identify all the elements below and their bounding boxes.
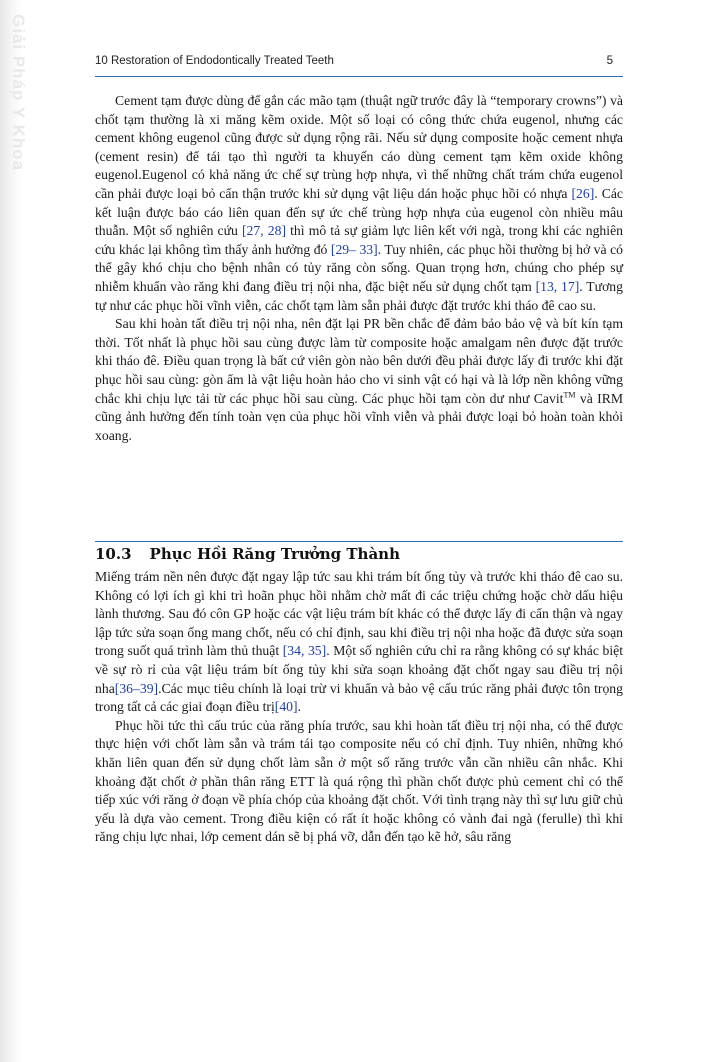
text-run: Sau khi hoàn tất điều trị nội nha, nên đặt lại PR bền chắc để đảm bảo bảo vệ và bít kín tạm thời. Tốt nhất là phục hồi sau cùng được làm từ composite hoặc amalgam nên được đặt trước khi tháo đê. Điều quan trọng là bất cứ viên gòn nào bên dưới đều phải được lấy đi trước khi đặt phục hồi sau cùng: gòn ẩm là vật liệu hoàn hảo cho vi sinh vật có hại và là lớp nền không vững chắc khi chịu lực tải từ các phục hồi sau cùng. Các phục hồi tạm còn dư như Cavit bbox=[95, 316, 623, 406]
reference-link[interactable]: [27, 28] bbox=[241, 223, 287, 239]
trademark-superscript: TM bbox=[563, 389, 576, 399]
paragraph-anterior-restoration bbox=[95, 717, 623, 847]
section-rule bbox=[95, 541, 623, 542]
paragraph-core-filling bbox=[95, 568, 623, 717]
text-run: .Các mục tiêu chính là loại trừ vi khuẩn và bảo vệ cấu trúc răng phải được tôn trọng trong tất cả các giai đoạn điều trị bbox=[95, 680, 623, 715]
reference-link[interactable]: [34, 35] bbox=[282, 643, 327, 659]
text-run: . Các kết luận được báo cáo liên quan đến sự ức chế trùng hợp nhựa của eugenol còn nhiều mâu thuẫn. Một số nghiên cứu bbox=[95, 185, 624, 239]
page-number: 5 bbox=[606, 55, 613, 67]
text-run: . Một số nghiên cứu chỉ ra rằng không có sự khác biệt về sự rò rỉ của vật liệu trám bít ống tủy khi sửa soạn khoảng đặt chốt ngay sau điều trị nội nha bbox=[95, 643, 624, 696]
body-text-top bbox=[95, 92, 623, 445]
text-run: Miếng trám nền nên được đặt ngay lập tức sau khi trám bít ống tủy và trước khi tháo đê cao su. Không có lợi ích gì khi trì hoãn phục hồi nhằm chờ mất đi các triệu chứng hoặc chờ dấu hiệu lành thương. Sau đó côn GP hoặc các vật liệu trám bít khác có thể được lấy đi cẩn thận và ngay lập tức sửa soạn ống mang chốt, nếu có chỉ định, sau khi điều trị nội nha hoặc đã được sửa soạn trong suốt quá trình làm thủ thuật bbox=[95, 569, 623, 659]
text-run: . Tương tự như các phục hồi vĩnh viễn, các chốt tạm làm sẵn phải được đặt trước khi tháo đê cao su. bbox=[95, 278, 623, 313]
side-watermark: Giải Pháp Y Khoa bbox=[9, 14, 28, 172]
text-run: Phục hồi tức thì cấu trúc của răng phía trước, sau khi hoàn tất điều trị nội nha, có thể được thực hiện với chốt làm sẵn và trám tái tạo composite nếu có chỉ định. Tuy nhiên, những khó khăn liên quan đến sử dụng chốt làm sẵn ở một số răng trước vẫn cần nhiều cân nhắc. Khi khoảng đặt chốt ở phần thân răng ETT là quá rộng thì phần chốt được phủ cement chỉ có thể tiếp xúc với răng ở đoạn về phía chóp của khoảng đặt chốt. Với tình trạng này thì sự lưu giữ chủ yếu là dựa vào cement. Trong điều kiện có rất ít hoặc không có vành đai ngà (ferulle) thì khi răng chịu lực nhai, lớp cement dán sẽ bị phá vỡ, dẫn đến tạo kẽ hở, sâu răng bbox=[95, 717, 623, 845]
reference-link[interactable]: [29– 33] bbox=[330, 241, 378, 257]
text-run: . Tuy nhiên, các phục hồi thường bị hở và có thể gây khó chịu cho bệnh nhân có tủy răng còn sống. Quan trọng hơn, chúng cho phép sự nhiễm khuẩn vào răng khi đang điều trị nội nha, đặc biệt nếu sử dụng chốt tạm bbox=[95, 241, 624, 294]
paragraph-after-endo bbox=[95, 315, 623, 445]
reference-link[interactable]: [26] bbox=[571, 185, 595, 201]
section-heading bbox=[95, 545, 623, 563]
text-run: thì mô tả sự giảm lực liên kết với ngà, trong khi các nghiên cứu khác lại không tìm thấy ảnh hưởng đó bbox=[95, 223, 623, 257]
reference-link[interactable]: [36–39] bbox=[114, 680, 159, 696]
body-text-section bbox=[95, 568, 623, 847]
text-run: và IRM cũng ảnh hưởng đến tính toàn vẹn của phục hồi vĩnh viễn và phải được loại bỏ hoàn toàn khỏi xoang. bbox=[95, 390, 624, 443]
section-number: 10.3 bbox=[95, 545, 132, 563]
running-title: 10 Restoration of Endodontically Treated Teeth bbox=[95, 55, 334, 67]
text-run: . bbox=[297, 699, 301, 715]
section-title: Phục Hồi Răng Trưởng Thành bbox=[149, 545, 400, 563]
reference-link[interactable]: [13, 17] bbox=[535, 278, 580, 294]
running-header bbox=[95, 55, 623, 75]
text-run: Cement tạm được dùng để gắn các mão tạm (thuật ngữ trước đây là “temporary crowns”) và chốt tạm thường là xi măng kẽm oxide. Một số loại có công thức chứa eugenol, nhưng các cement không eugenol cũng được sử dụng rộng rãi. Nếu sử dụng composite hoặc cement nhựa (cement resin) để tái tạo thì người ta khuyến cáo dùng cement tạm kẽm oxide không eugenol.Eugenol có khả năng ức chế sự trùng hợp nhựa, vì thế những chất trám chứa eugenol cần phải được loại bỏ cẩn thận trước khi sử dụng vật liệu dán hoặc phục hồi có nhựa bbox=[95, 93, 623, 201]
paragraph-temporary-cement bbox=[95, 92, 623, 315]
header-rule bbox=[95, 76, 623, 77]
reference-link[interactable]: [40] bbox=[274, 699, 298, 715]
